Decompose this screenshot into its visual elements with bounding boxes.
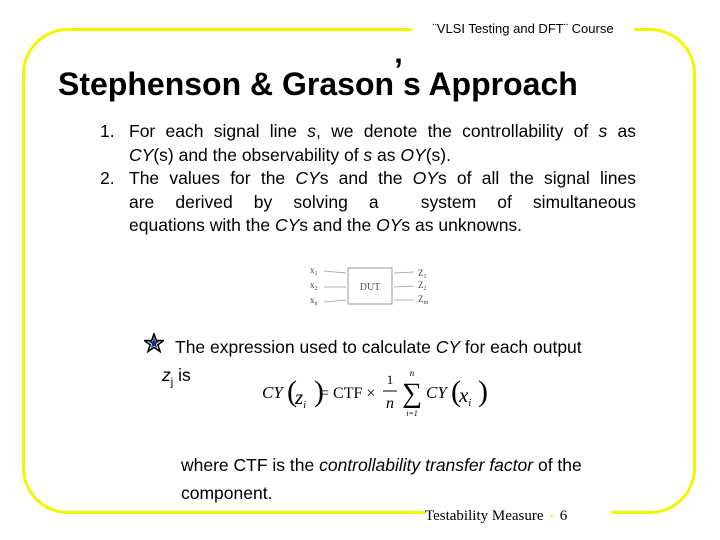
text-run: For each signal line bbox=[129, 121, 308, 141]
expression-intro bbox=[175, 335, 582, 359]
footer-label: Testability Measure bbox=[425, 508, 544, 524]
text-run: The expression used to calculate bbox=[175, 337, 436, 357]
text-run: z bbox=[162, 365, 171, 385]
text-run: The values for the bbox=[129, 168, 296, 188]
list-line bbox=[129, 215, 522, 235]
text-run: for each output bbox=[460, 337, 582, 357]
text-run: of the bbox=[533, 455, 582, 475]
text-run: (s). bbox=[425, 144, 451, 165]
diagram-input-arrow bbox=[324, 271, 346, 273]
course-header bbox=[412, 18, 634, 40]
text-run: s of all the signal lines bbox=[437, 168, 636, 188]
formula-paren: ( bbox=[451, 375, 461, 408]
dut-box-label: DUT bbox=[359, 282, 381, 293]
text-run: (s) and the observability of bbox=[153, 144, 364, 165]
course-title: ¨VLSI Testing and DFT¨ Course bbox=[432, 21, 614, 36]
formula-paren: ) bbox=[478, 375, 488, 408]
text-run: j bbox=[170, 376, 174, 389]
star-bullet-icon bbox=[144, 333, 164, 353]
text-run: s and the bbox=[299, 215, 377, 235]
text-run: is bbox=[173, 365, 191, 385]
diagram-output-arrow bbox=[394, 286, 414, 287]
diagram-input-label: $x_1$ bbox=[310, 265, 318, 277]
text-run: CY bbox=[295, 168, 320, 188]
list-number: 1. bbox=[100, 121, 115, 141]
text-run: CY bbox=[274, 215, 300, 235]
list-line bbox=[129, 145, 451, 165]
text-run: as bbox=[607, 121, 636, 141]
diagram-output-arrow bbox=[394, 272, 414, 273]
formula-frac-num: 1 bbox=[386, 372, 394, 387]
formula-paren: ) bbox=[314, 375, 324, 408]
title-part2: s Approach bbox=[402, 66, 578, 102]
text-run: OY bbox=[412, 168, 438, 188]
text-run: CY bbox=[435, 337, 461, 357]
diagram-output-label: $Z_1$ bbox=[418, 268, 427, 280]
slide-title bbox=[58, 52, 668, 106]
text-run: s and the bbox=[319, 168, 413, 188]
formula-sum-top: n bbox=[409, 368, 415, 378]
text-run: equations with the bbox=[129, 215, 275, 235]
list-line bbox=[129, 120, 636, 144]
formula-ctf: = CTF × bbox=[320, 385, 376, 402]
formula-frac-den: n bbox=[386, 395, 394, 412]
cy-formula bbox=[258, 364, 498, 422]
text-run: CY bbox=[129, 144, 154, 165]
expression-intro-line2 bbox=[162, 363, 191, 395]
formula-xi: xi bbox=[459, 383, 472, 409]
text-run: as bbox=[372, 144, 401, 165]
text-run: where CTF is the bbox=[181, 455, 320, 475]
title-apostrophe: ’ bbox=[394, 52, 403, 88]
formula-lhs: CY bbox=[262, 383, 283, 402]
dut-diagram bbox=[306, 262, 436, 310]
diagram-output-label: $Z_2$ bbox=[418, 280, 427, 292]
footer-dot: • bbox=[549, 509, 554, 523]
note-line: component. bbox=[181, 483, 273, 503]
list-number: 2. bbox=[100, 168, 115, 188]
text-run: , we denote the controllability of bbox=[316, 121, 599, 141]
diagram-input-arrow bbox=[324, 300, 346, 302]
list-line bbox=[129, 167, 636, 191]
text-run: OY bbox=[376, 215, 402, 235]
text-run: s bbox=[363, 144, 373, 165]
ctf-note bbox=[181, 451, 651, 507]
slide-footer bbox=[425, 504, 611, 528]
text-run: s bbox=[307, 121, 316, 141]
formula-sum: ∑ bbox=[402, 378, 422, 409]
formula-sum-bot: i=1 bbox=[406, 409, 418, 418]
diagram-input-label: $x_n$ bbox=[310, 295, 318, 307]
note-line bbox=[181, 451, 651, 479]
formula-paren: ( bbox=[287, 375, 297, 408]
diagram-output-label: $Z_m$ bbox=[418, 294, 429, 306]
page-number: 6 bbox=[559, 508, 568, 524]
text-run: OY bbox=[400, 144, 426, 165]
formula-zi: zi bbox=[295, 385, 306, 411]
list-item bbox=[100, 120, 636, 167]
list-line: are derived by solving a system of simultaneous bbox=[129, 191, 636, 212]
definition-list bbox=[100, 120, 636, 238]
text-run: controllability transfer factor bbox=[319, 455, 534, 475]
title-part1: Stephenson & Grason bbox=[58, 66, 395, 102]
text-run: s bbox=[598, 121, 608, 141]
list-item bbox=[100, 167, 636, 238]
diagram-input-label: $x_2$ bbox=[310, 280, 318, 292]
formula-cy: CY bbox=[426, 383, 447, 402]
text-run: s as unknowns. bbox=[401, 215, 523, 235]
